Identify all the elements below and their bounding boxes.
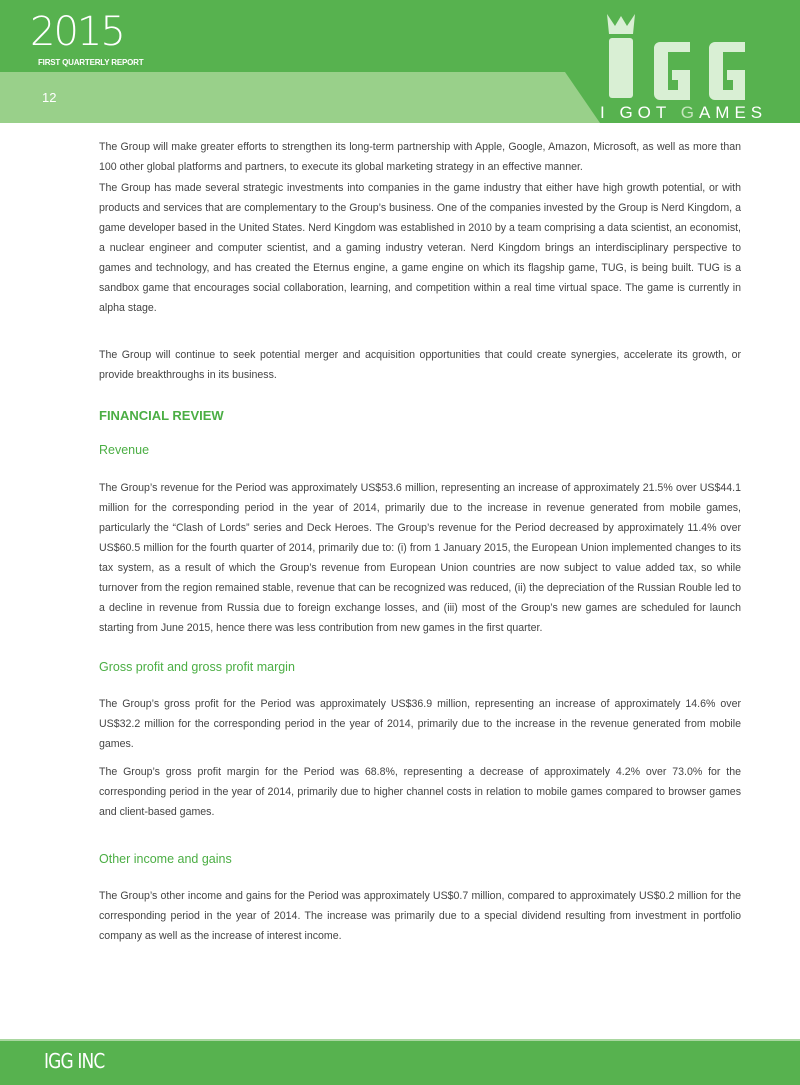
intro-paragraph-2 <box>99 178 741 318</box>
page-footer <box>0 1041 800 1085</box>
revenue-heading: Revenue <box>99 443 150 457</box>
other-income-heading: Other income and gains <box>99 852 232 866</box>
other-income-paragraph: The Group’s other income and gains for the Period was approximately US$0.7 million, compared to approximately US$0.2 million for the corresponding period in the year of 2014. The increase was primarily due to a special dividend resulting from investment in portfolio company as well as the increase of interest income. <box>99 890 741 942</box>
paragraph: The Group will continue to seek potential merger and acquisition opportunities that could create synergies, accelerate its growth, or provide breakthroughs in its business. <box>99 349 741 381</box>
gross-profit-paragraph-2: The Group’s gross profit margin for the Period was 68.8%, representing a decrease of approximately 4.2% over 73.0% for the corresponding period in the year of 2014, primarily due to higher channel costs in relation to mobile games compared to browser games and client-based games. <box>99 766 741 818</box>
paragraph: The Group has made several strategic investments into companies in the game industry that either have high growth potential, or with products and services that are complementary to the Group’s business. One of the companies invested by the Group is Nerd Kingdom, a game developer based in the United States. Nerd Kingdom was established in 2010 by a team comprising a data scientist, an economist, a nuclear engineer and computer scientist, and a gaming industry veteran. Nerd Kingdom brings an interdisciplinary perspective to games and technology, and has created the Eternus engine, a game engine on which its flagship game, TUG, is being built. TUG is a sandbox game that encourages social collaboration, learning, and competition within a real time virtual space. The game is currently in alpha stage. <box>99 182 741 314</box>
logo-tagline: I GOT GAMES <box>600 103 768 122</box>
intro-paragraph-1 <box>99 137 741 177</box>
page-header <box>0 0 800 123</box>
intro-paragraph-3 <box>99 345 741 385</box>
gross-profit-paragraph-1: The Group’s gross profit for the Period was approximately US$36.9 million, representing an increase of approximately 14.6% over US$32.2 million for the corresponding period in the year of 2014, primarily due to the increase in the revenue generated from mobile games. <box>99 698 741 750</box>
revenue-paragraph: The Group’s revenue for the Period was approximately US$53.6 million, representing an increase of approximately 21.5% over US$44.1 million for the corresponding period in the year of 2014, primarily due to the increase in revenue generated from mobile games, particularly the “Clash of Lords” series and Deck Heroes. The Group’s revenue for the Period decreased by approximately 11.4% over US$60.5 million for the fourth quarter of 2014, primarily due to: (i) from 1 January 2015, the European Union implemented changes to its tax system, as a result of which the Group’s revenue from European Union countries are now subject to value added tax, so while turnover from the region remained stable, revenue that can be recognized was reduced, (ii) the depreciation of the Russian Rouble led to a decline in revenue from Russia due to foreign exchange losses, and (iii) most of the Group’s new games are scheduled for launch starting from June 2015, hence there was less contribution from new games in the first quarter. <box>99 482 741 634</box>
report-year: 2015 <box>30 9 124 55</box>
section-title: FINANCIAL REVIEW <box>99 408 224 423</box>
paragraph: The Group will make greater efforts to strengthen its long-term partnership with Apple, Google, Amazon, Microsoft, as well as more than 100 other global platforms and partners, to execute its global marketing strategy in an effective manner. <box>99 141 741 173</box>
header-band <box>0 72 600 123</box>
report-title: FIRST QUARTERLY REPORT <box>38 58 144 67</box>
page-number: 12 <box>42 90 57 105</box>
gross-profit-heading: Gross profit and gross profit margin <box>99 660 295 674</box>
footer-company: IGG INC <box>44 1049 105 1073</box>
